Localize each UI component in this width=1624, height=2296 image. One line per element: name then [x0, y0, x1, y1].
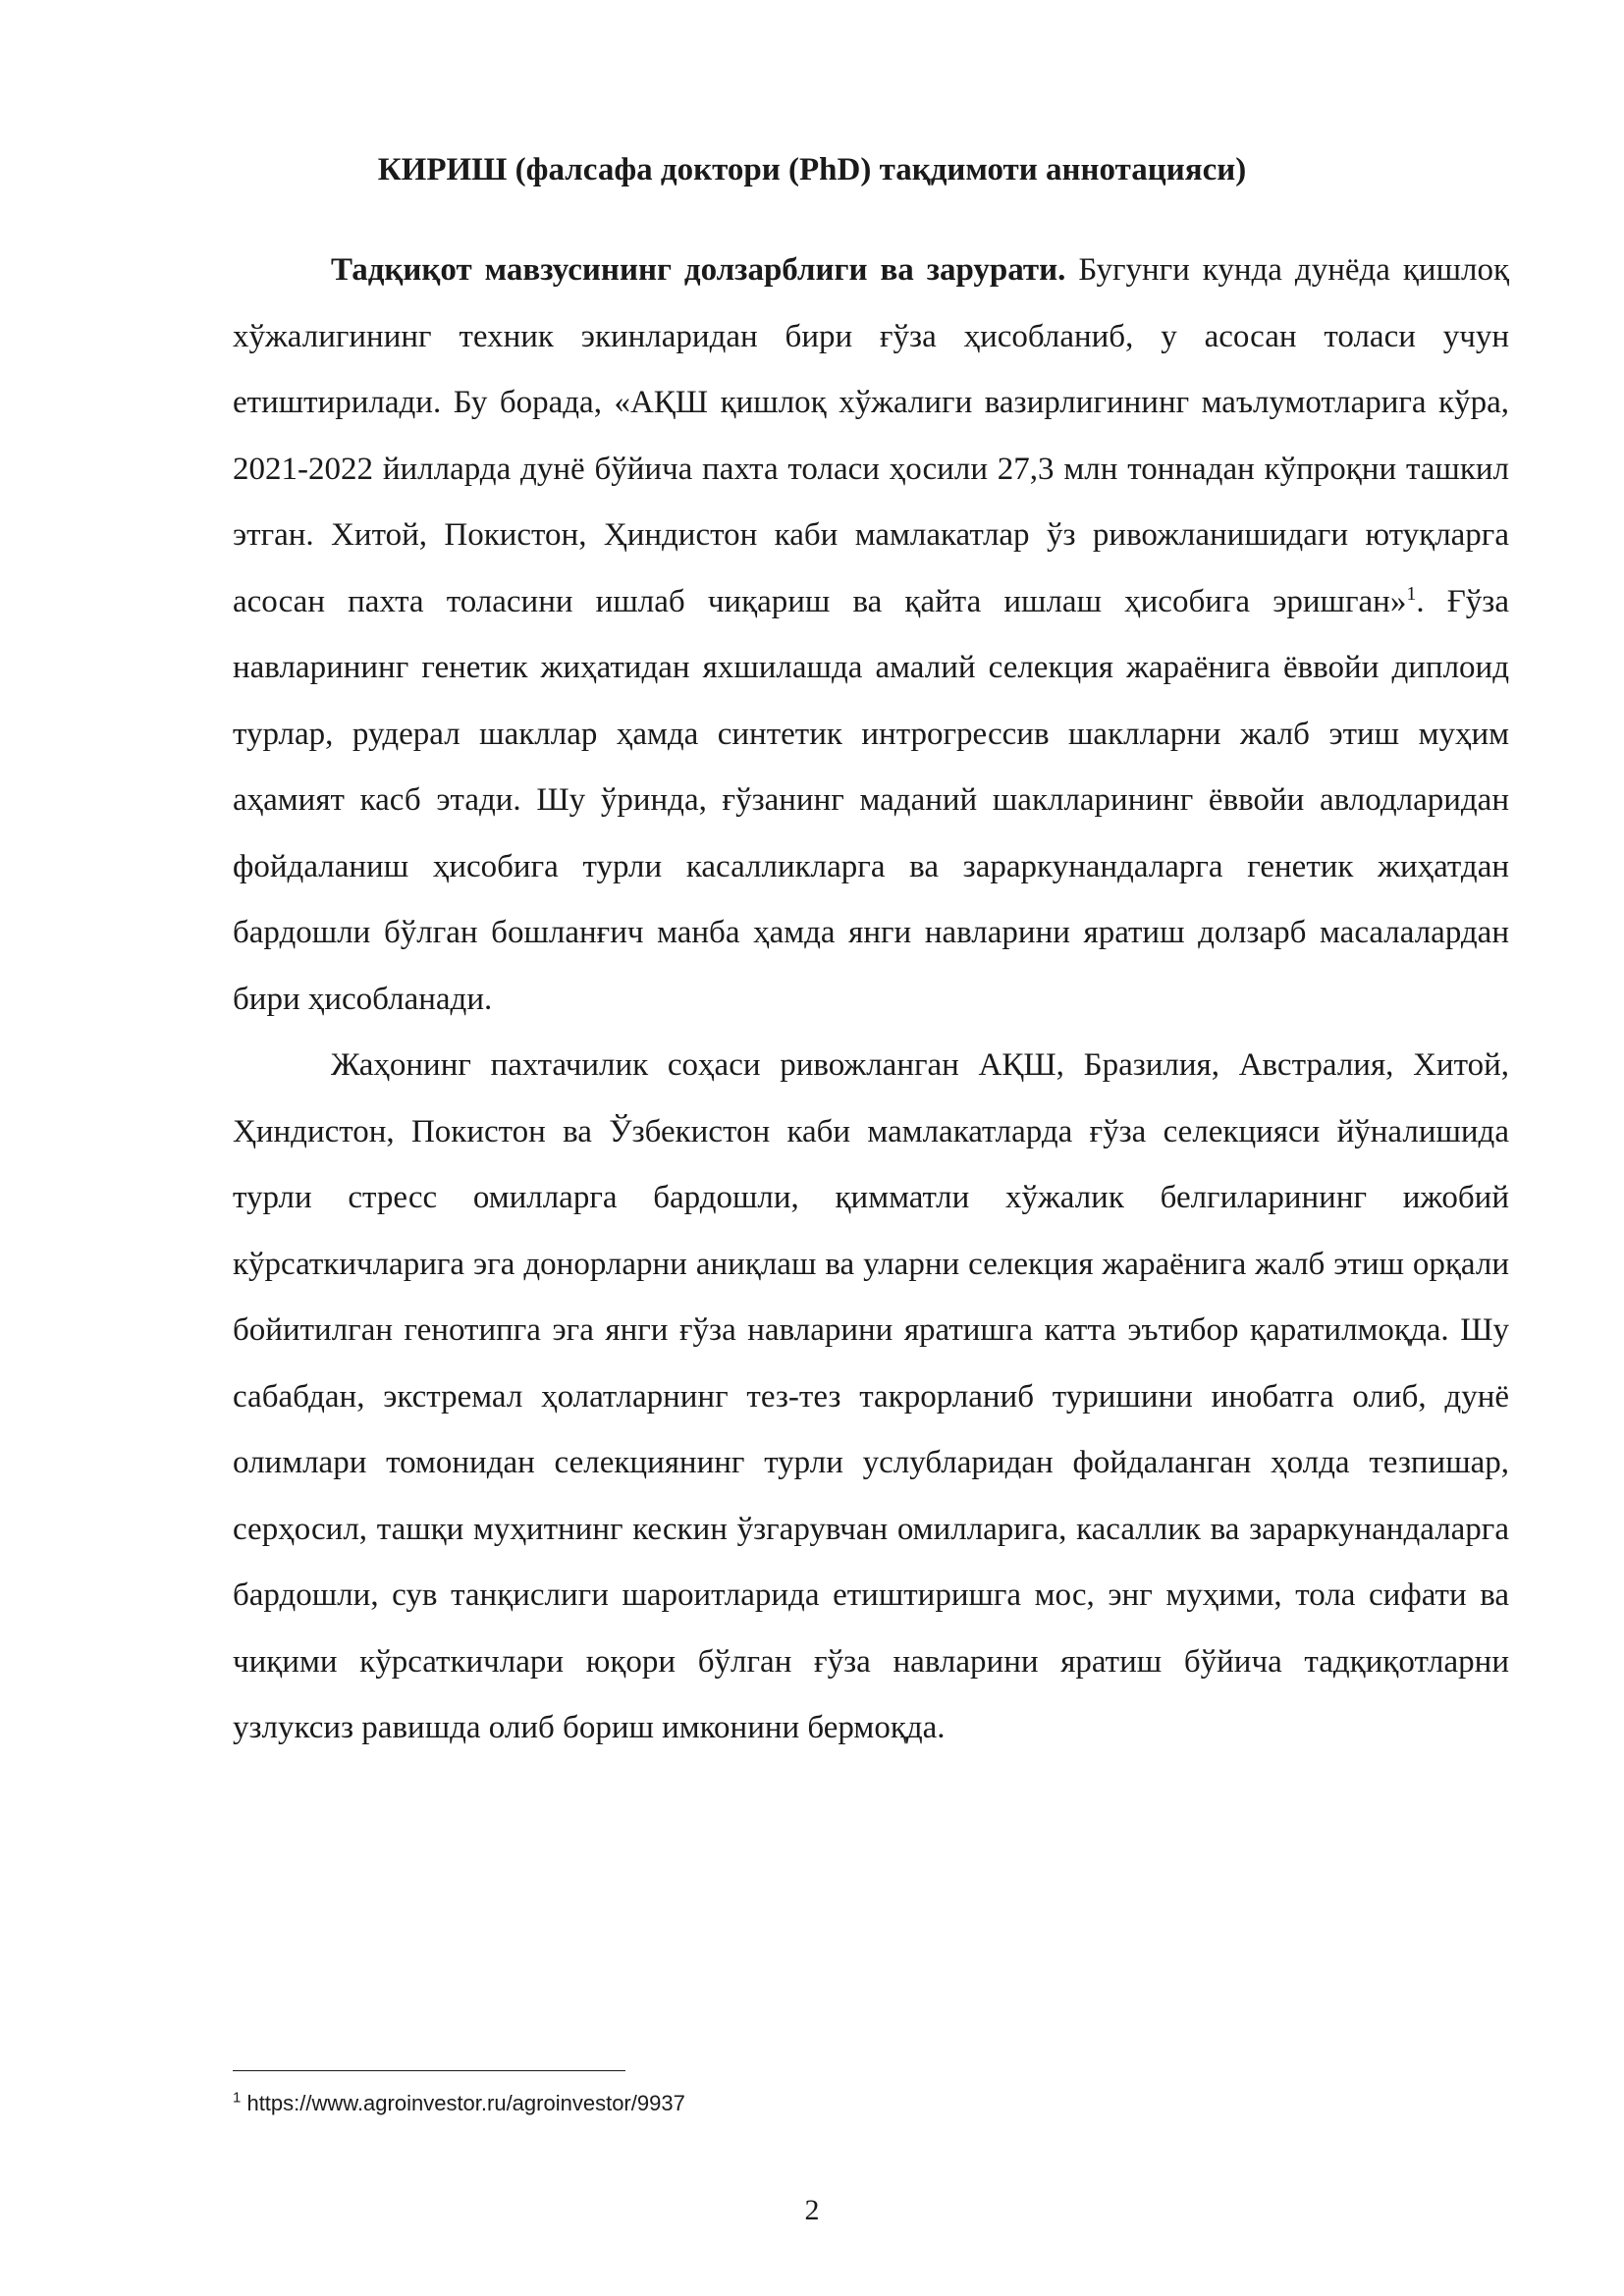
paragraph-relevance: [233, 238, 1509, 1033]
paragraph-text: Бугунги кунда дунёда қишлоқ хўжалигининг техник экинларидан бири ғўза ҳисобланиб, у асосан толаси учун етиштирилади. Бу борада, «АҚШ қишлоқ хўжалиги вазирлигининг маълумотларига кўра, 2021-2022 йилларда дунё бўйича пахта толаси ҳосили 27,3 млн тоннадан кўпроқни ташкил этган. Хитой, Покистон, Ҳиндистон каби мамлакатлар ўз ривожланишидаги ютуқларга асосан пахта толасини ишлаб чиқариш ва қайта ишлаш ҳисобига эришган»: [233, 252, 1509, 619]
paragraph-world-cotton: Жаҳонинг пахтачилик соҳаси ривожланган АҚШ, Бразилия, Австралия, Хитой, Ҳиндистон, Покистон ва Ўзбекистон каби мамлакатларда ғўза селекцияси йўналишида турли стресс омилларга бардошли, қимматли хўжалик белгиларининг ижобий кўрсаткичларига эга донорларни аниқлаш ва уларни селекция жараёнига жалб этиш орқали бойитилган генотипга эга янги ғўза навларини яратишга катта эътибор қаратилмоқда. Шу сабабдан, экстремал ҳолатларнинг тез-тез такрорланиб туришини инобатга олиб, дунё олимлари томонидан селекциянинг турли услубларидан фойдаланган ҳолда тезпишар, серҳосил, ташқи муҳитнинг кескин ўзгарувчан омилларига, касаллик ва зараркунандаларга бардошли, сув танқислиги шароитларида етиштиришга мос, энг муҳими, тола сифати ва чиқими кўрсаткичлари юқори бўлган ғўза навларини яратиш бўйича тадқиқотларни узлуксиз равишда олиб бориш имконини бермоқда.: [233, 1047, 1509, 1745]
page-number: 2: [804, 2194, 820, 2226]
body-text: [233, 238, 1509, 1762]
footnote-marker: 1: [233, 2089, 242, 2107]
footnote-reference[interactable]: 1: [1406, 582, 1417, 605]
footnote-link[interactable]: https://www.agroinvestor.ru/agroinvestor/9937: [241, 2091, 685, 2115]
section-title: КИРИШ (фалсафа доктори (PhD) тақдимоти аннотацияси): [377, 152, 1247, 187]
footnote-separator: [233, 2070, 625, 2071]
paragraph-lead-heading: Тадқиқот мавзусининг долзарблиги ва зарурати.: [331, 252, 1066, 288]
paragraph-text-continued: . Ғўза навларининг генетик жиҳатидан яхшилашда амалий селекция жараёнига ёввойи диплоид турлар, рудерал шакллар ҳамда синтетик интрогрессив шаклларни жалб этиш муҳим аҳамият касб этади. Шу ўринда, ғўзанинг маданий шаклларининг ёввойи авлодларидан фойдаланиш ҳисобига турли касалликларга ва зараркунандаларга генетик жиҳатдан бардошли бўлган бошланғич манба ҳамда янги навларини яратиш долзарб масалалардан бири ҳисобланади.: [233, 583, 1509, 1017]
footnote: [233, 2089, 1411, 2118]
